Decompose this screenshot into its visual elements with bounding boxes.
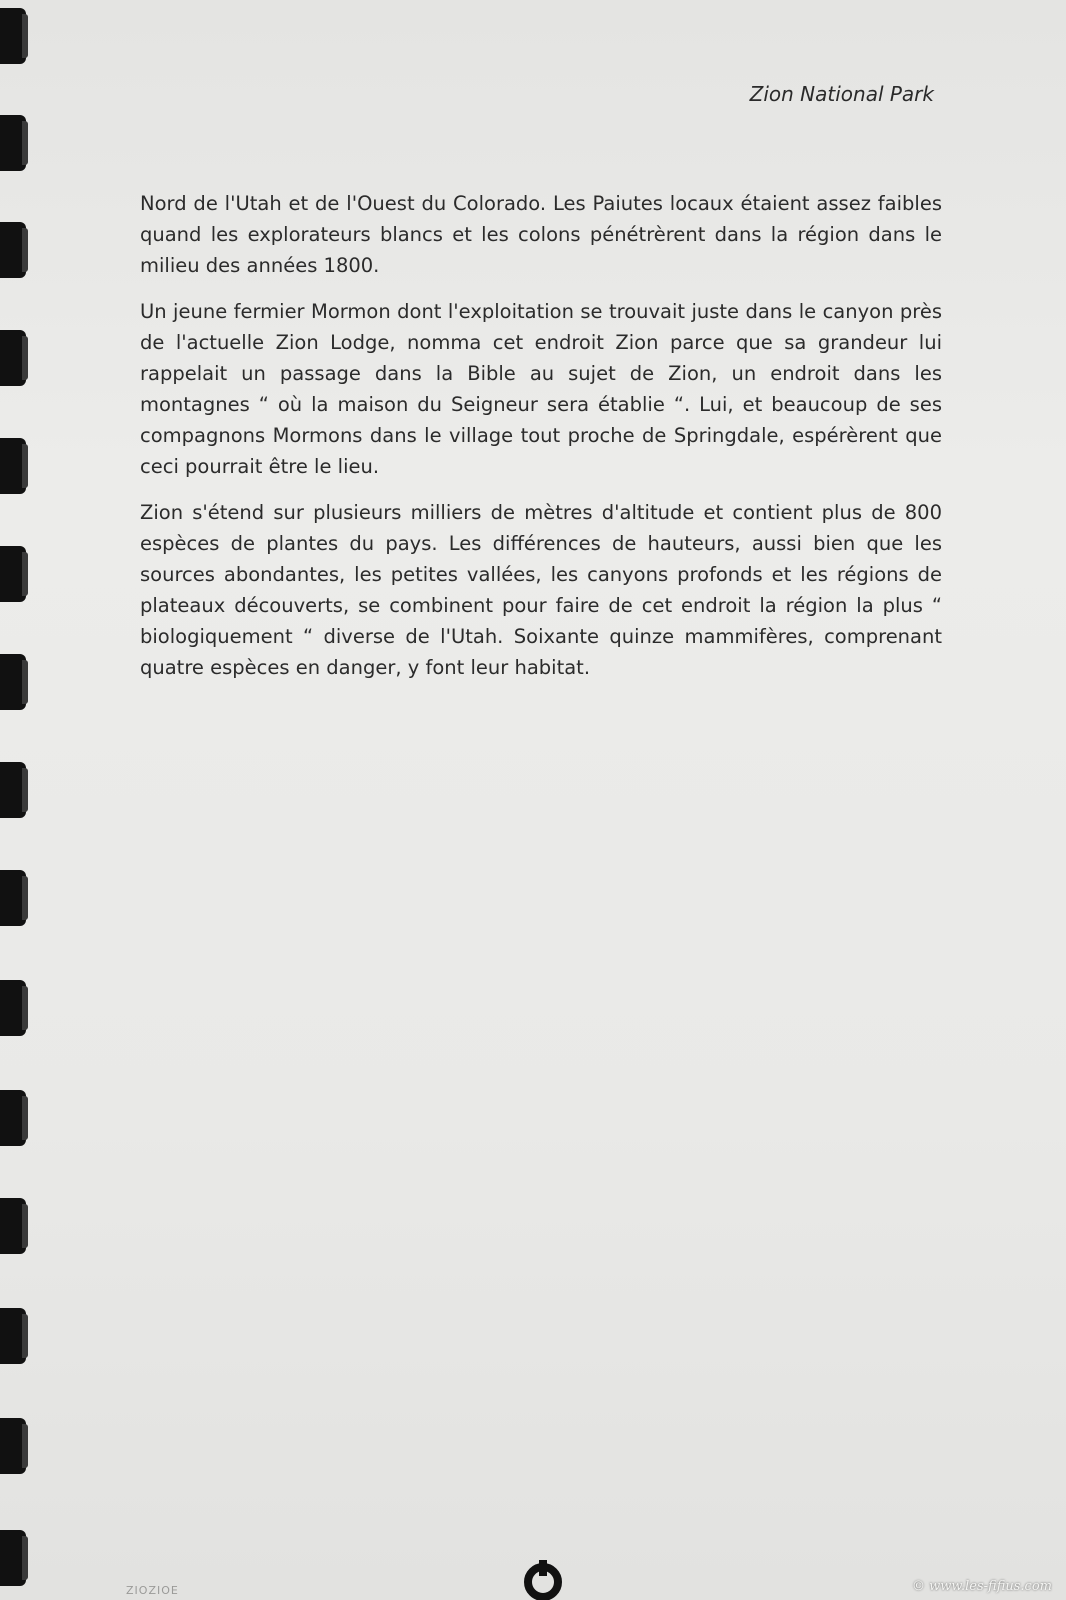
binding-ring bbox=[0, 438, 26, 494]
binding-ring bbox=[0, 115, 26, 171]
watermark: © www.les-fifius.com bbox=[912, 1579, 1052, 1594]
paragraph-2: Un jeune fermier Mormon dont l'exploitation se trouvait juste dans le canyon près de l'actuelle Zion Lodge, nomma cet endroit Zion parce que sa grandeur lui rappelait un passage dans la Bible au sujet de Zion, un endroit dans les montagnes “ où la maison du Seigneur sera établie “. Lui, et beaucoup de ses compagnons Mormons dans le village tout proche de Springdale, espérèrent que ceci pourrait être le lieu. bbox=[140, 300, 942, 478]
paragraph-3: Zion s'étend sur plusieurs milliers de mètres d'altitude et contient plus de 800 espèces de plantes du pays. Les différences de hauteurs, aussi bien que les sources abondantes, les petites vallées, les canyons profonds et les régions de plateaux découverts, se combinent pour faire de cet endroit la région la plus “ biologiquement “ diverse de l'Utah. Soixante quinze mammifères, comprenant quatre espèces en danger, y font leur habitat. bbox=[140, 501, 942, 679]
binding-ring bbox=[0, 222, 26, 278]
spiral-binding bbox=[0, 0, 40, 1600]
binding-ring bbox=[0, 654, 26, 710]
paragraph-1: Nord de l'Utah et de l'Ouest du Colorado. Les Paiutes locaux étaient assez faibles quand les explorateurs blancs et les colons pénétrèrent dans la région dans le milieu des années 1800. bbox=[140, 192, 942, 277]
body-text bbox=[140, 188, 942, 698]
binding-ring bbox=[0, 330, 26, 386]
binding-ring bbox=[0, 8, 26, 64]
binding-ring bbox=[0, 762, 26, 818]
circular-power-logo-icon bbox=[522, 1558, 564, 1600]
binding-ring bbox=[0, 1530, 26, 1586]
footer-text: ZIOZIOE bbox=[126, 1584, 179, 1597]
binding-ring bbox=[0, 870, 26, 926]
running-header: Zion National Park bbox=[749, 82, 934, 106]
binding-ring bbox=[0, 980, 26, 1036]
binding-ring bbox=[0, 1090, 26, 1146]
binding-ring bbox=[0, 1418, 26, 1474]
binding-ring bbox=[0, 1198, 26, 1254]
binding-ring bbox=[0, 546, 26, 602]
binding-ring bbox=[0, 1308, 26, 1364]
